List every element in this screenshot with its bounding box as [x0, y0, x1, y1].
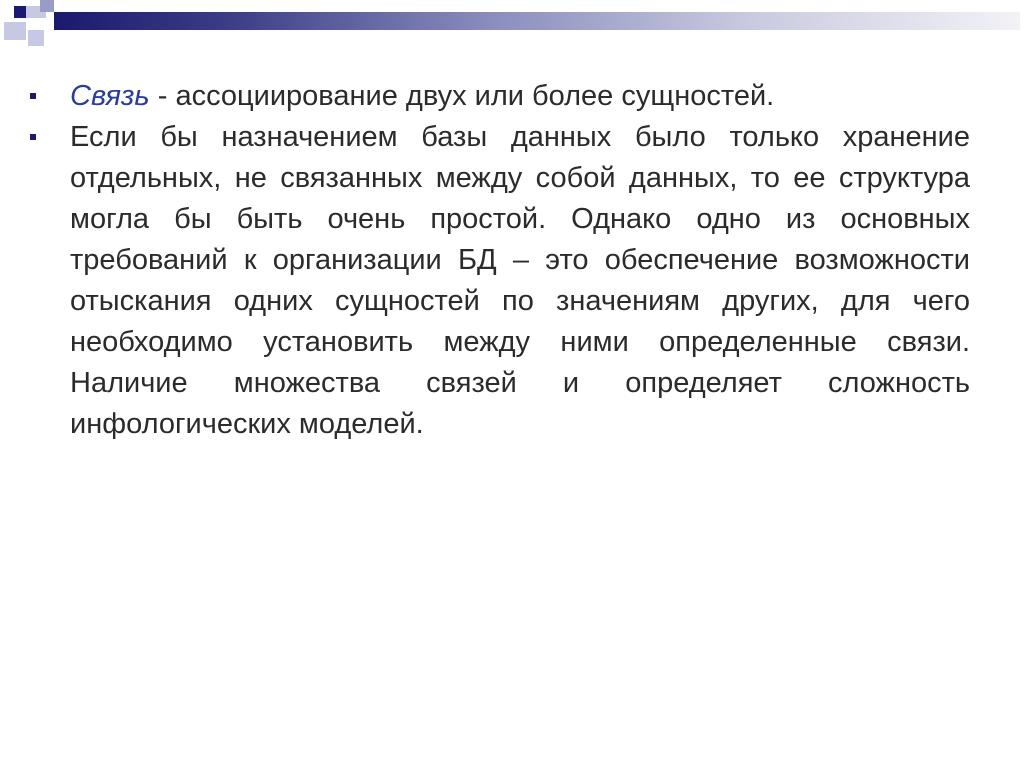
bullet-item-explanation	[30, 117, 970, 445]
definition-text: - ассоциирование двух или более сущностей.	[149, 80, 775, 112]
decor-square-navy	[14, 6, 26, 18]
explanation-text: Если бы назначением базы данных было только хранение отдельных, не связанных между собой данных, то ее структура могла бы быть очень простой. Однако одно из основных требований к организации БД – это обеспечение возможности отыскания одних сущностей по значениям других, для чего необходимо установить между ними определенные связи. Наличие множества связей и определяет сложность инфологических моделей.	[70, 121, 970, 440]
decor-square-bottom	[28, 30, 44, 46]
term-highlight: Связь	[70, 80, 150, 112]
title-bar-gradient	[54, 12, 1020, 30]
bullet-square-icon	[30, 93, 36, 99]
bullet-item-definition	[30, 76, 970, 117]
decor-square-light-left	[4, 22, 26, 40]
slide-content	[30, 76, 970, 445]
bullet-square-icon	[30, 134, 36, 140]
decor-square-mid	[40, 0, 54, 12]
